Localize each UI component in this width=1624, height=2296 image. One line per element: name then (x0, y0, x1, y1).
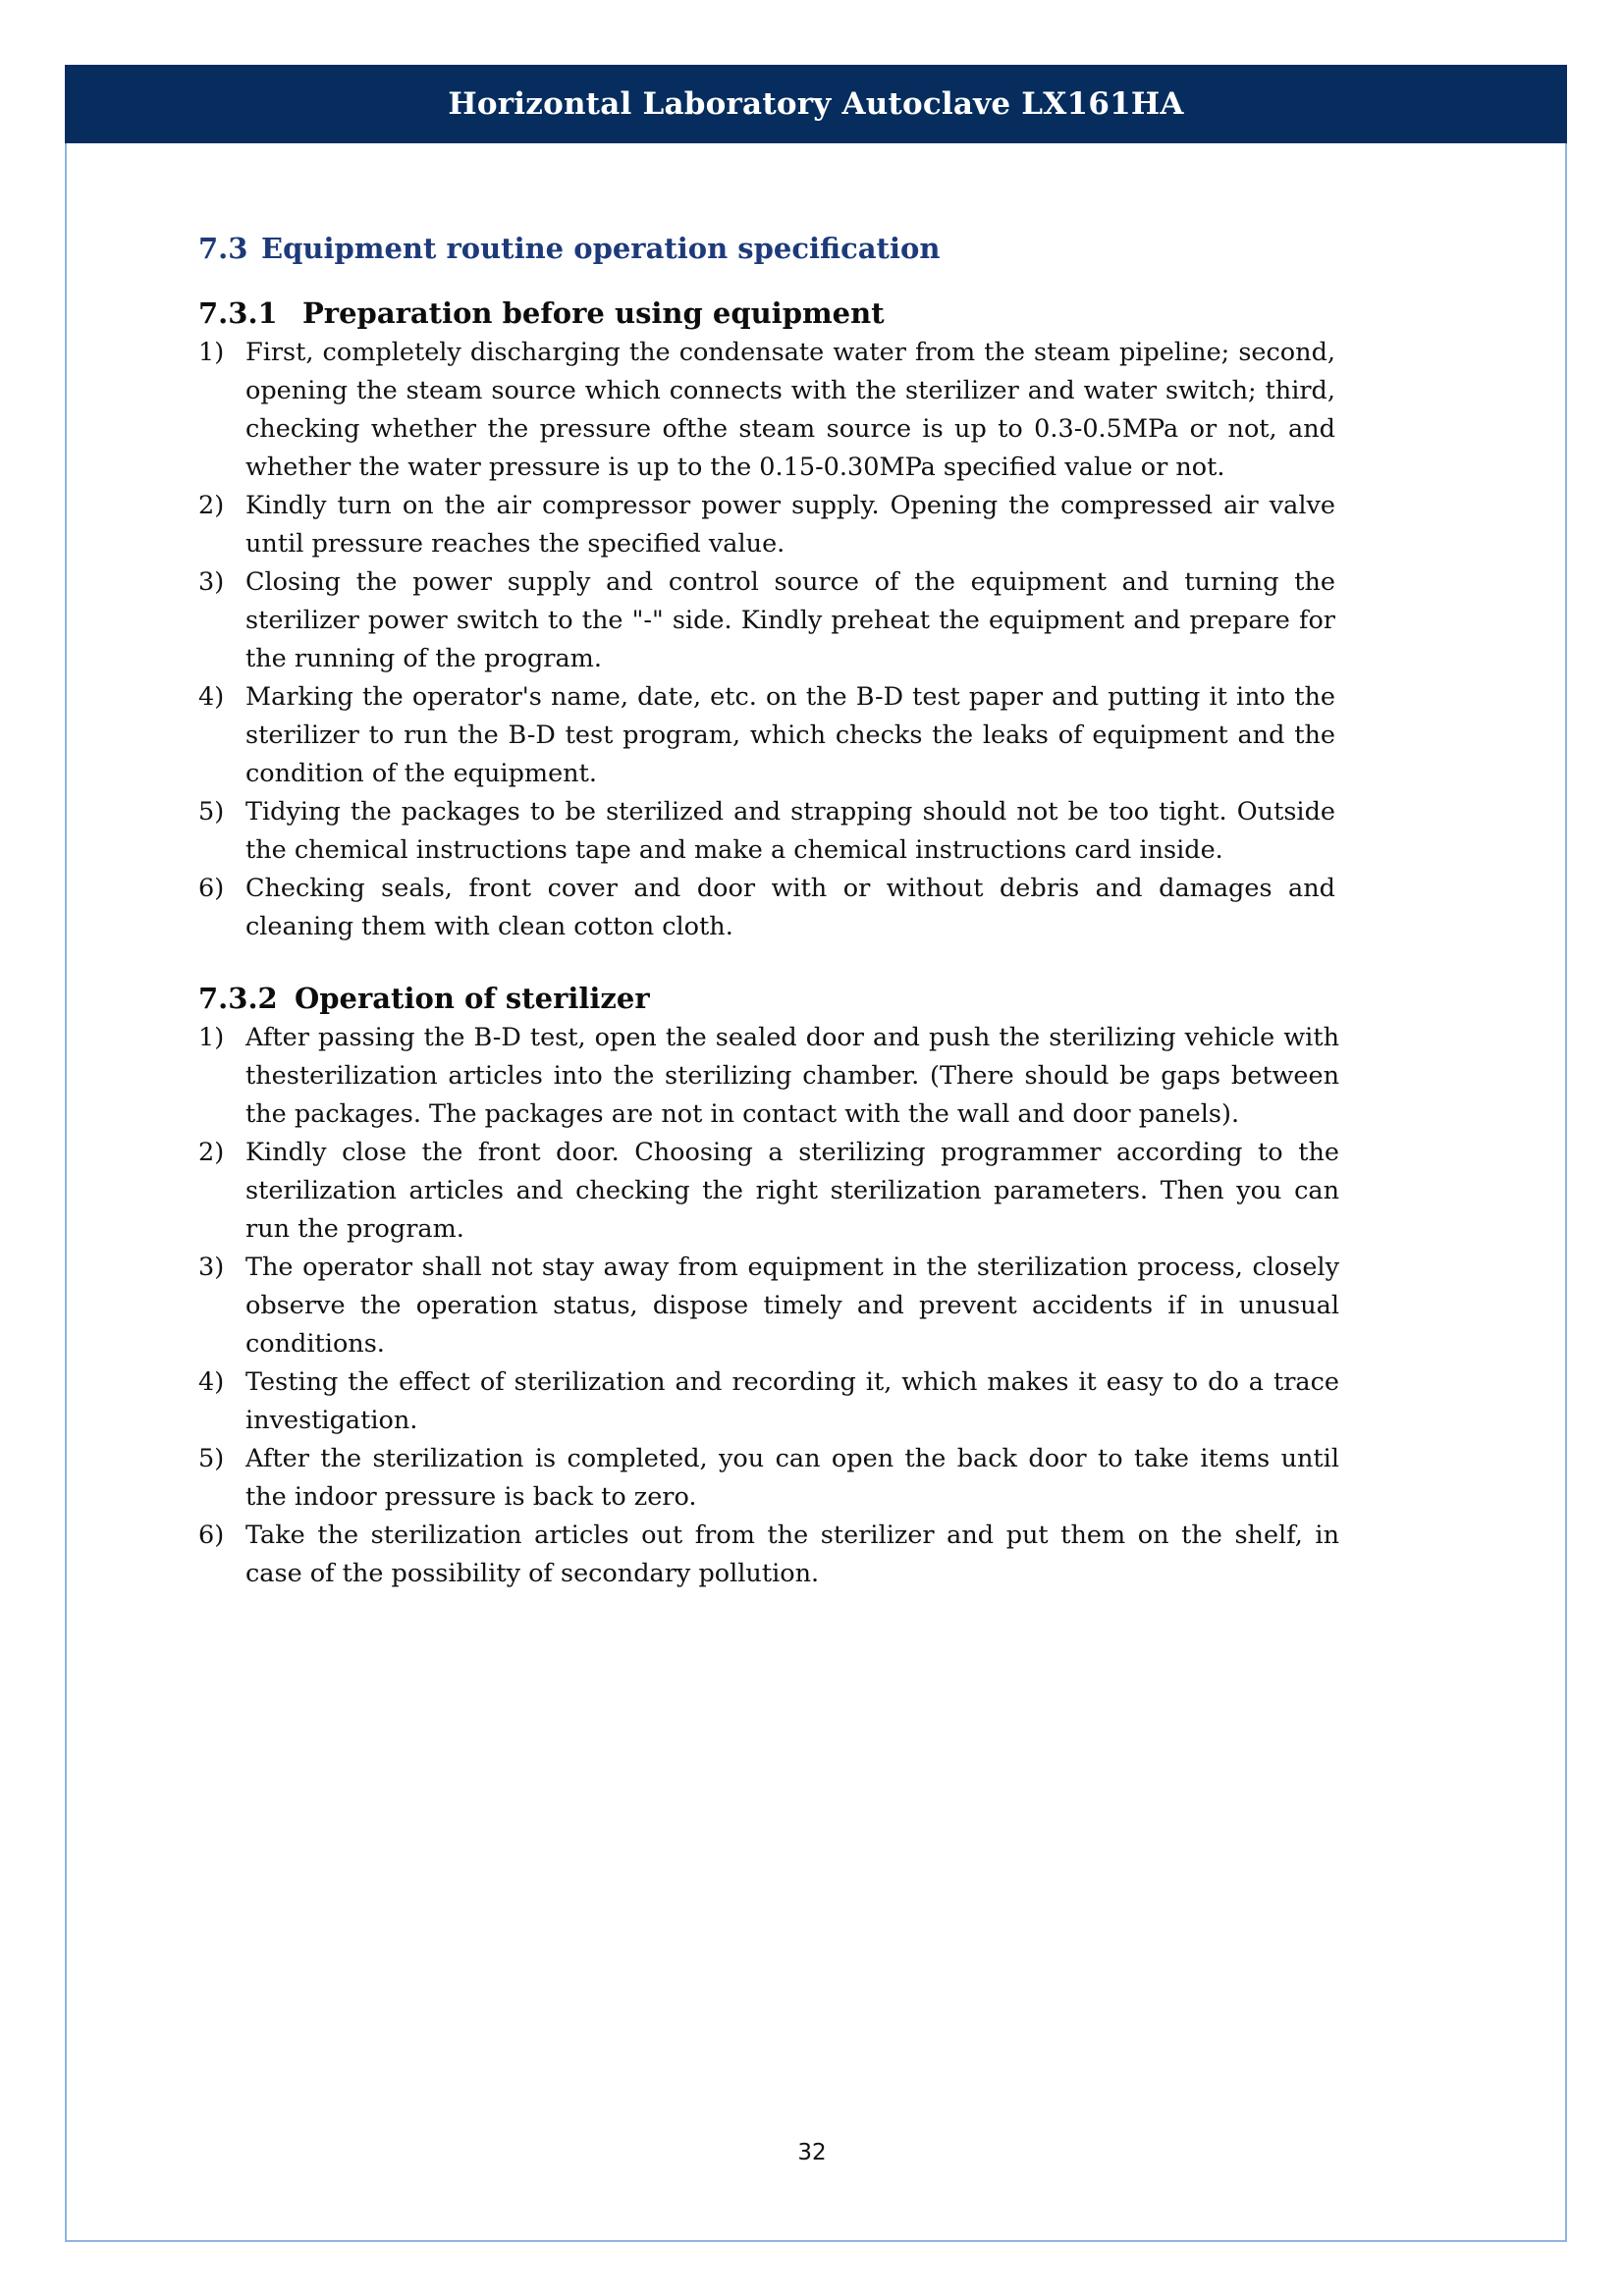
list-marker: 6) (198, 1521, 225, 1550)
operation-list (198, 1019, 1339, 1593)
page-number: 32 (797, 2140, 827, 2165)
list-item-text: Kindly turn on the air compressor power supply. Opening the compressed air valve until pressure reaches the specified value. (245, 491, 1335, 559)
list-item (198, 1440, 1339, 1517)
list-item (198, 870, 1335, 946)
list-item-text: The operator shall not stay away from equipment in the sterilization process, closely observe the operation status, dispose timely and prevent accidents if in unusual conditions. (245, 1253, 1339, 1359)
list-marker: 4) (198, 682, 225, 712)
list-item (198, 1249, 1339, 1363)
subsection-heading-preparation (198, 296, 1435, 330)
list-marker: 3) (198, 1253, 225, 1282)
section-title: Equipment routine operation specification (261, 232, 941, 265)
list-item (198, 563, 1335, 678)
list-item-text: Tidying the packages to be sterilized and strapping should not be too tight. Outside the chemical instructions tape and make a chemical instructions card inside. (245, 797, 1335, 865)
subsection-number: 7.3.2 (198, 982, 278, 1015)
list-marker: 6) (198, 874, 225, 903)
list-item-text: Closing the power supply and control source of the equipment and turning the sterilizer power switch to the "-" side. Kindly preheat the equipment and prepare for the running of the program. (245, 567, 1335, 673)
list-marker: 3) (198, 567, 225, 597)
list-item (198, 1363, 1339, 1440)
list-marker: 1) (198, 1023, 225, 1052)
list-item-text: First, completely discharging the condensate water from the steam pipeline; second, opening the steam source which connects with the sterilizer and water switch; third, checking whether the pressure ofthe steam source is up to 0.3-0.5MPa or not, and whether the water pressure is up to the 0.15-0.30MPa specified value or not. (245, 338, 1335, 482)
list-marker: 1) (198, 338, 225, 367)
section-spacer (198, 946, 1435, 982)
list-marker: 2) (198, 1138, 225, 1167)
subsection-heading-operation (198, 982, 1435, 1015)
list-item-text: Testing the effect of sterilization and recording it, which makes it easy to do a trace investigation. (245, 1367, 1339, 1435)
list-item-text: Kindly close the front door. Choosing a sterilizing programmer according to the sterilization articles and checking the right sterilization parameters. Then you can run the program. (245, 1138, 1339, 1244)
subsection-number: 7.3.1 (198, 296, 278, 330)
list-marker: 2) (198, 491, 225, 520)
page-content (198, 232, 1435, 1593)
list-item (198, 793, 1335, 870)
list-item (198, 334, 1335, 487)
header-bar (65, 65, 1567, 143)
subsection-title: Operation of sterilizer (295, 982, 650, 1015)
list-item (198, 1517, 1339, 1593)
list-marker: 5) (198, 1444, 225, 1473)
list-item-text: After the sterilization is completed, you can open the back door to take items until the indoor pressure is back to zero. (245, 1444, 1339, 1512)
list-item (198, 487, 1335, 563)
list-item-text: Marking the operator's name, date, etc. on the B-D test paper and putting it into the sterilizer to run the B-D test program, which checks the leaks of equipment and the condition of the equipment. (245, 682, 1335, 788)
subsection-title: Preparation before using equipment (302, 296, 885, 330)
list-item-text: Checking seals, front cover and door with or without debris and damages and cleaning them with clean cotton cloth. (245, 874, 1335, 941)
list-marker: 4) (198, 1367, 225, 1397)
preparation-list (198, 334, 1335, 946)
list-item-text: Take the sterilization articles out from the sterilizer and put them on the shelf, in case of the possibility of secondary pollution. (245, 1521, 1339, 1588)
list-item (198, 1019, 1339, 1134)
section-heading (198, 232, 1435, 265)
section-number: 7.3 (198, 232, 248, 265)
list-item-text: After passing the B-D test, open the sealed door and push the sterilizing vehicle with thesterilization articles into the sterilizing chamber. (There should be gaps between the packages. The packages are not in contact with the wall and door panels). (245, 1023, 1339, 1129)
list-item (198, 678, 1335, 793)
document-title: Horizontal Laboratory Autoclave LX161HA (448, 86, 1184, 122)
list-item (198, 1134, 1339, 1249)
list-marker: 5) (198, 797, 225, 827)
